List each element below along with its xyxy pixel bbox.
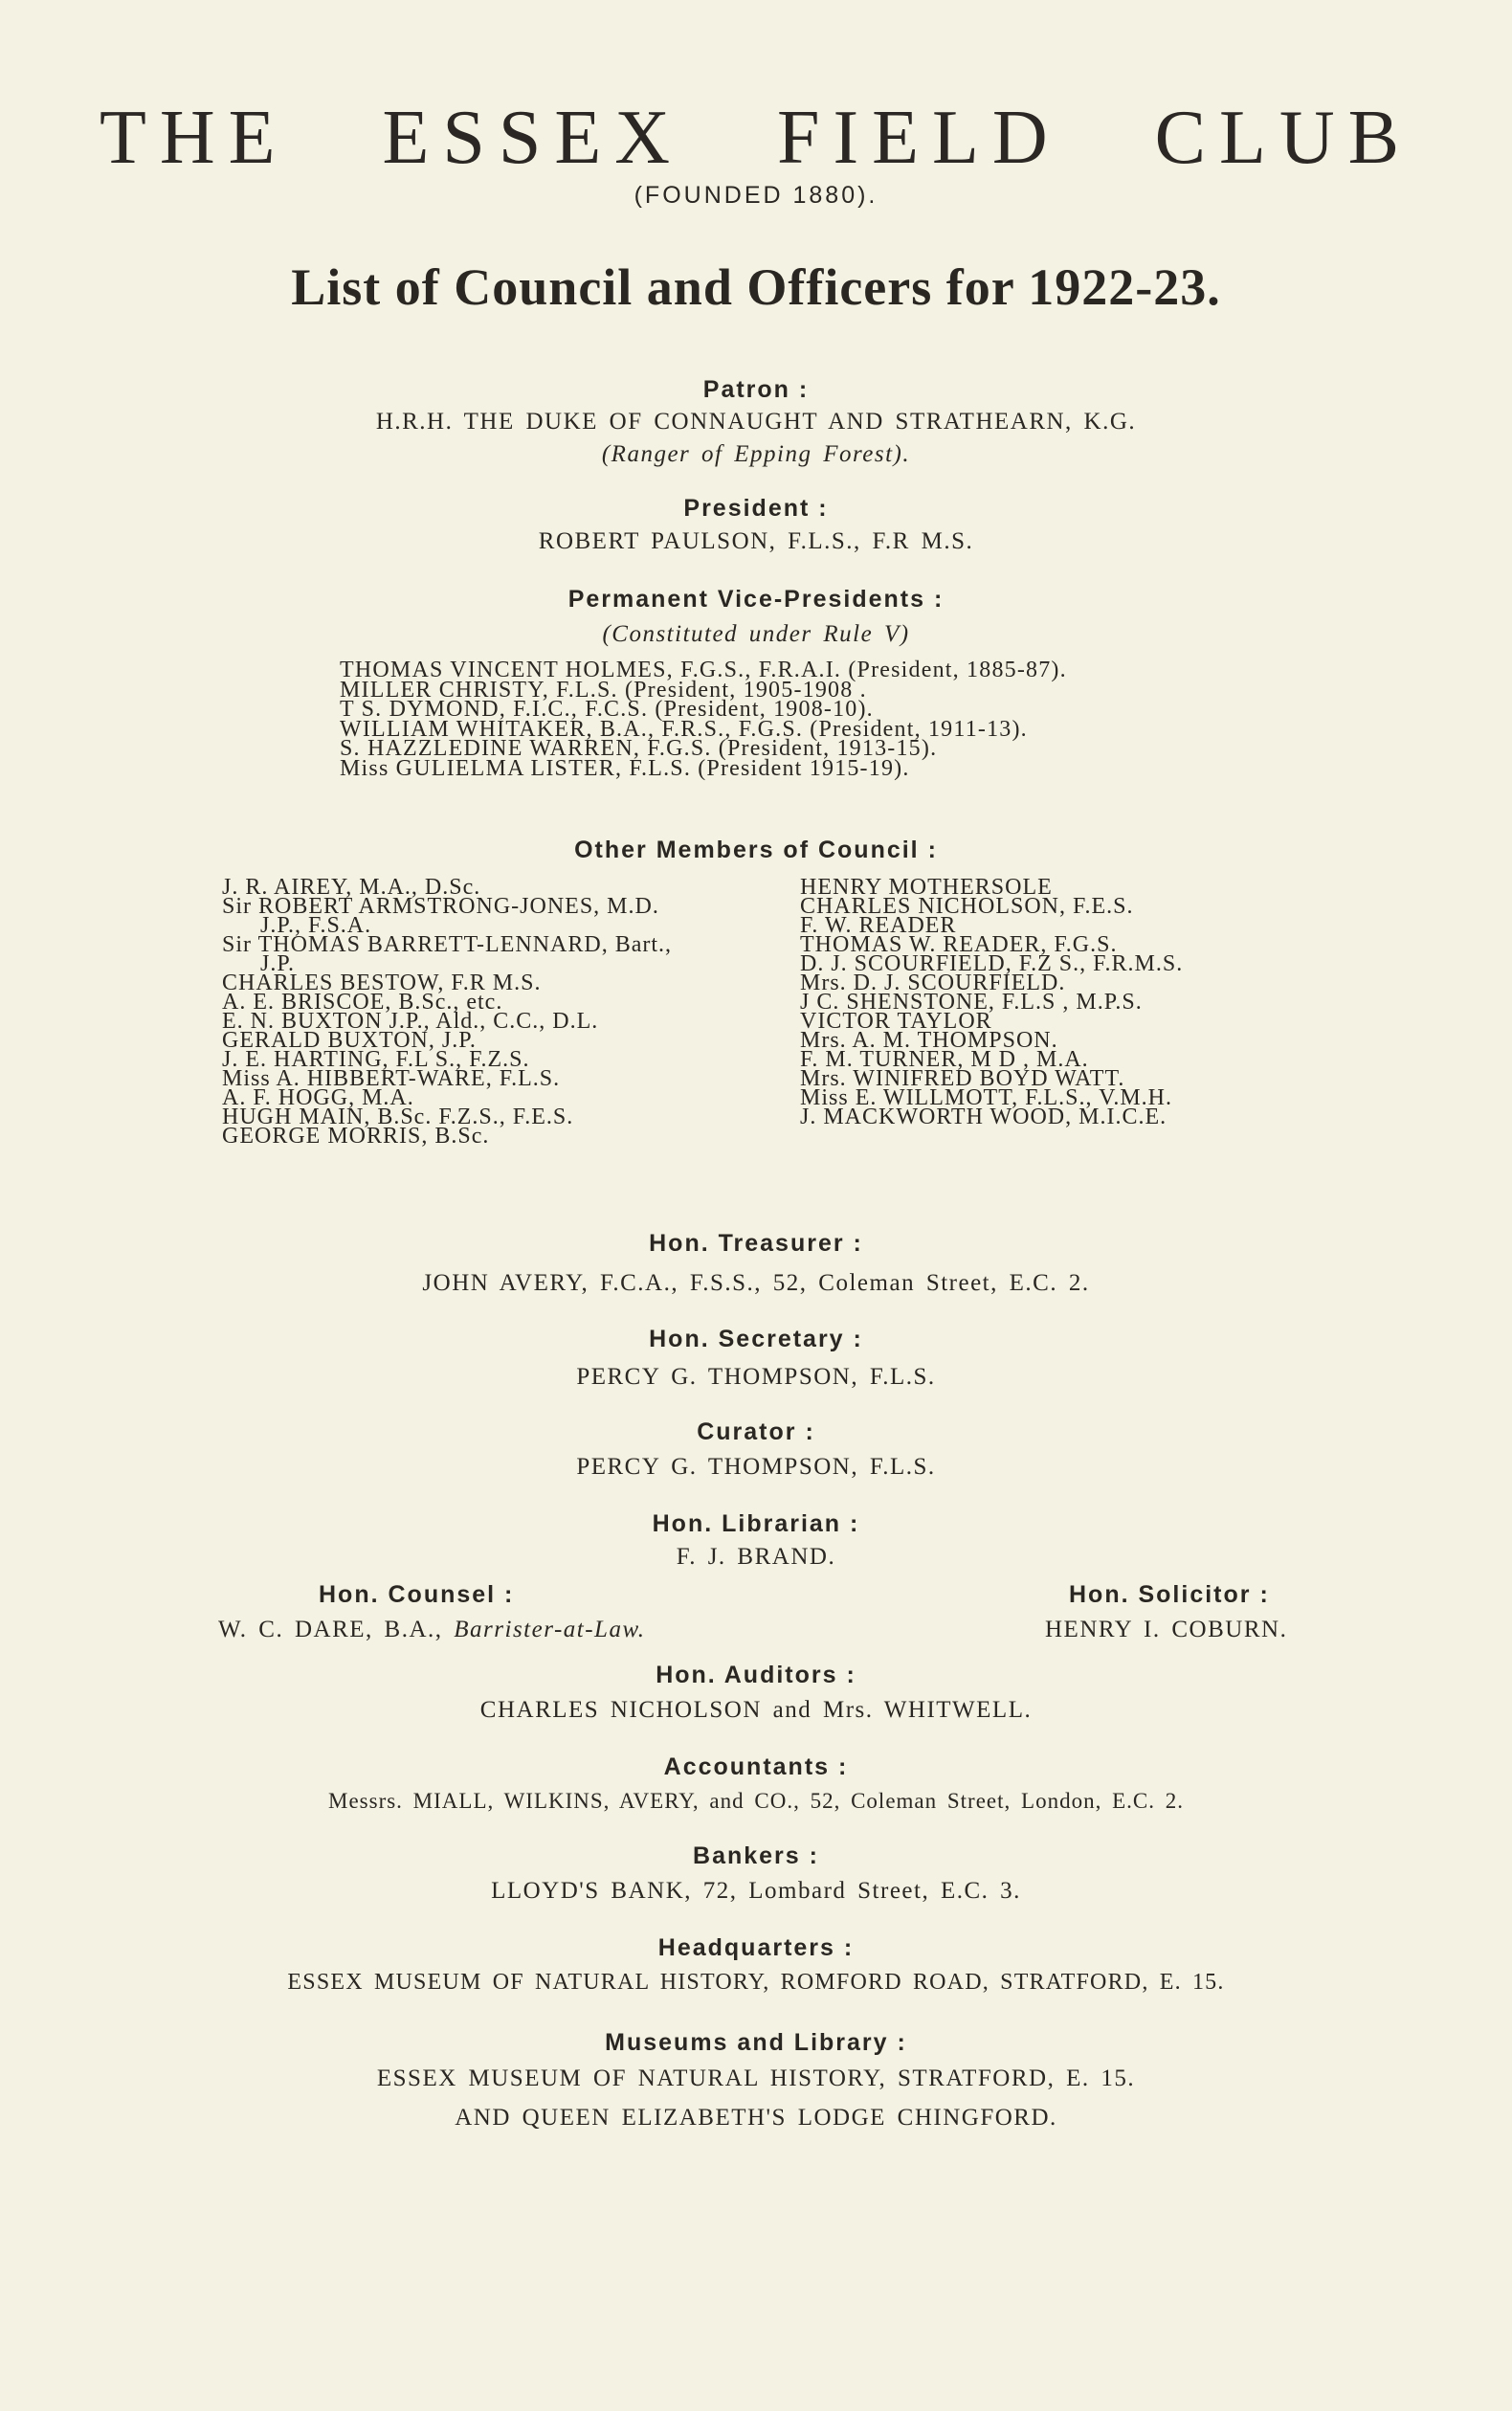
counsel-role: Barrister-at-Law. bbox=[454, 1617, 646, 1642]
patron-name: H.R.H. THE DUKE OF CONNAUGHT AND STRATHEARN, K.G. bbox=[375, 409, 1137, 435]
counsel-heading: Hon. Counsel : bbox=[319, 1581, 515, 1608]
auditors-name: CHARLES NICHOLSON and Mrs. WHITWELL. bbox=[479, 1697, 1033, 1723]
treasurer-heading: Hon. Treasurer : bbox=[649, 1230, 863, 1257]
list-item: CHARLES BESTOW, F.R M.S. bbox=[222, 971, 542, 995]
list-item: Miss A. HIBBERT-WARE, F.L.S. bbox=[222, 1066, 561, 1091]
secretary-name: PERCY G. THOMPSON, F.L.S. bbox=[576, 1364, 936, 1390]
list-item: F. M. TURNER, M D , M.A. bbox=[800, 1047, 1089, 1072]
council-left-column bbox=[222, 875, 673, 1149]
list-item: THOMAS VINCENT HOLMES, F.G.S., F.R.A.I. (President, 1885-87). bbox=[340, 658, 1067, 682]
list-item: Mrs. WINIFRED BOYD WATT. bbox=[800, 1066, 1125, 1091]
museums-heading: Museums and Library : bbox=[605, 2029, 907, 2056]
list-item: Miss E. WILLMOTT, F.L.S., V.M.H. bbox=[800, 1085, 1172, 1110]
list-item: J. E. HARTING, F.L S., F.Z.S. bbox=[222, 1047, 530, 1072]
patron-note: (Ranger of Epping Forest). bbox=[601, 441, 911, 467]
auditors-heading: Hon. Auditors : bbox=[656, 1662, 856, 1688]
list-item: Mrs. A. M. THOMPSON. bbox=[800, 1028, 1058, 1053]
president-heading: President : bbox=[683, 495, 829, 522]
list-item: THOMAS W. READER, F.G.S. bbox=[800, 932, 1118, 957]
vice-presidents-list bbox=[340, 658, 1067, 781]
council-heading: Other Members of Council : bbox=[574, 837, 938, 863]
list-item: WILLIAM WHITAKER, B.A., F.R.S., F.G.S. (President, 1911-13). bbox=[340, 716, 1028, 742]
list-item: D. J. SCOURFIELD, F.Z S., F.R.M.S. bbox=[800, 951, 1184, 976]
museums-line-1: ESSEX MUSEUM OF NATURAL HISTORY, STRATFORD, E. 15. bbox=[376, 2065, 1136, 2091]
list-item: J. R. AIREY, M.A., D.Sc. bbox=[222, 875, 481, 900]
bankers-heading: Bankers : bbox=[693, 1842, 819, 1869]
list-item: S. HAZZLEDINE WARREN, F.G.S. (President, 1913-15). bbox=[340, 736, 938, 761]
list-item: E. N. BUXTON J.P., Ald., C.C., D.L. bbox=[222, 1009, 599, 1034]
founded-line: (FOUNDED 1880). bbox=[634, 182, 878, 209]
list-item: MILLER CHRISTY, F.L.S. (President, 1905-1908 . bbox=[340, 677, 867, 703]
headquarters-heading: Headquarters : bbox=[657, 1934, 855, 1961]
club-title: THE ESSEX FIELD CLUB bbox=[100, 96, 1412, 180]
librarian-heading: Hon. Librarian : bbox=[652, 1510, 860, 1537]
list-item: VICTOR TAYLOR bbox=[800, 1009, 992, 1034]
list-title: List of Council and Officers for 1922-23. bbox=[291, 258, 1221, 316]
list-item: HENRY MOTHERSOLE bbox=[800, 875, 1053, 900]
list-item: CHARLES NICHOLSON, F.E.S. bbox=[800, 894, 1134, 919]
list-item: A. F. HOGG, M.A. bbox=[222, 1085, 414, 1110]
vice-presidents-heading: Permanent Vice-Presidents : bbox=[567, 586, 945, 613]
list-item: Miss GULIELMA LISTER, F.L.S. (President 1915-19). bbox=[340, 755, 910, 781]
librarian-name: F. J. BRAND. bbox=[676, 1544, 836, 1570]
secretary-heading: Hon. Secretary : bbox=[649, 1326, 863, 1352]
list-item: T S. DYMOND, F.I.C., F.C.S. (President, 1908-10). bbox=[340, 697, 874, 722]
list-item: Mrs. D. J. SCOURFIELD. bbox=[800, 971, 1066, 995]
list-item: J.P., F.S.A. bbox=[260, 913, 372, 938]
council-right-column bbox=[800, 875, 1184, 1129]
list-item: HUGH MAIN, B.Sc. F.Z.S., F.E.S. bbox=[222, 1105, 574, 1129]
counsel-name: W. C. DARE, B.A., bbox=[218, 1617, 443, 1642]
president-name: ROBERT PAULSON, F.L.S., F.R M.S. bbox=[538, 528, 974, 554]
museums-line-2: AND QUEEN ELIZABETH'S LODGE CHINGFORD. bbox=[455, 2105, 1057, 2131]
counsel-entry bbox=[218, 1617, 646, 1643]
accountants-name: Messrs. MIALL, WILKINS, AVERY, and CO., 52, Coleman Street, London, E.C. 2. bbox=[328, 1789, 1184, 1813]
accountants-heading: Accountants : bbox=[663, 1753, 849, 1780]
list-item: Sir THOMAS BARRETT-LENNARD, Bart., bbox=[222, 932, 673, 957]
list-item: A. E. BRISCOE, B.Sc., etc. bbox=[222, 990, 503, 1015]
list-item: F. W. READER bbox=[800, 913, 957, 938]
vice-presidents-note: (Constituted under Rule V) bbox=[602, 621, 910, 647]
curator-heading: Curator : bbox=[697, 1418, 815, 1445]
bankers-name: LLOYD'S BANK, 72, Lombard Street, E.C. 3. bbox=[491, 1878, 1021, 1904]
list-item: J C. SHENSTONE, F.L.S , M.P.S. bbox=[800, 990, 1143, 1015]
solicitor-name: HENRY I. COBURN. bbox=[1045, 1617, 1288, 1642]
list-item: J.P. bbox=[260, 951, 296, 976]
list-item: J. MACKWORTH WOOD, M.I.C.E. bbox=[800, 1105, 1167, 1129]
treasurer-name: JOHN AVERY, F.C.A., F.S.S., 52, Coleman Street, E.C. 2. bbox=[422, 1270, 1090, 1296]
curator-name: PERCY G. THOMPSON, F.L.S. bbox=[576, 1454, 936, 1480]
list-item: GERALD BUXTON, J.P. bbox=[222, 1028, 477, 1053]
list-item: Sir ROBERT ARMSTRONG-JONES, M.D. bbox=[222, 894, 659, 919]
list-item: GEORGE MORRIS, B.Sc. bbox=[222, 1124, 490, 1149]
patron-heading: Patron : bbox=[702, 376, 810, 403]
solicitor-heading: Hon. Solicitor : bbox=[1069, 1581, 1270, 1608]
headquarters-name: ESSEX MUSEUM OF NATURAL HISTORY, ROMFORD ROAD, STRATFORD, E. 15. bbox=[287, 1970, 1225, 1995]
